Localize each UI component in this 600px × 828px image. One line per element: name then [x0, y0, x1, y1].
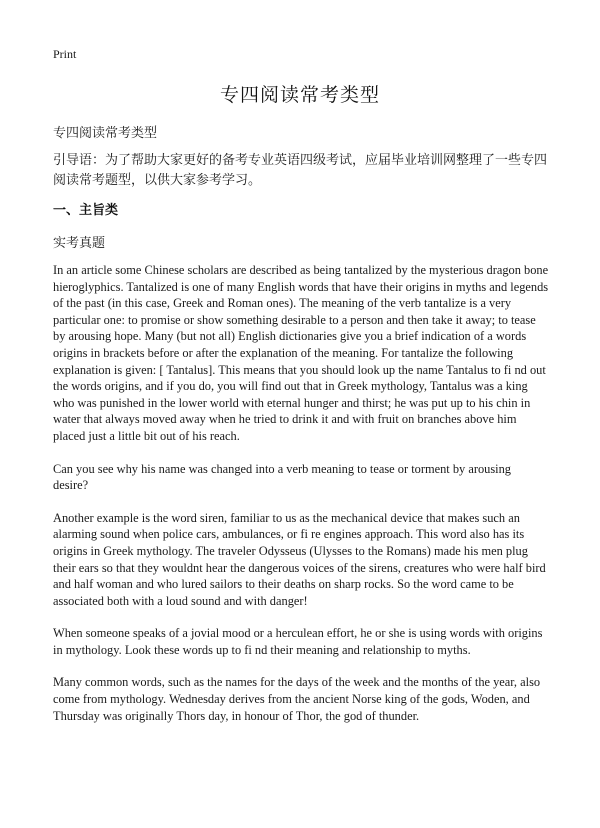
section-heading: 一、主旨类: [53, 203, 119, 218]
page-title: 专四阅读常考类型: [219, 84, 380, 106]
subheading: 实考真题: [53, 236, 106, 251]
article-body: [53, 262, 549, 740]
body-paragraph: When someone speaks of a jovial mood or a herculean effort, he or she is using words with origins in mythology. Look these words up to fi nd their meaning and relationship to myths.: [53, 626, 543, 657]
print-label[interactable]: Print: [53, 47, 77, 61]
body-paragraph: Another example is the word siren, familiar to us as the mechanical device that makes such an alarming sound when police cars, ambulances, or fi re engines approach. This word also has its origins in Greek mythology. The traveler Odysseus (Ulysses to the Romans) made his men plug their ears so that they wouldnt hear the dangerous voices of the sirens, creatures who were half bird and half woman and who lured sailors to their deaths on sharp rocks. So the word came to be associated both with a loud sound and with danger!: [53, 510, 546, 608]
body-paragraph: In an article some Chinese scholars are described as being tantalized by the mysterious dragon bone hieroglyphics. Tantalized is one of many English words that have their origins in myths and legends of the past (in this case, Greek and Roman ones). The meaning of the verb tantalize is a very particular one: to promise or show something desirable to a person and then take it away; to tease by arousing hope. Many (but not all) English dictionaries give you a brief indication of a words origins in brackets before or after the explanation of the meaning. For tantalize the following explanation is given: [ Tantalus]. This means that you should look up the name Tantalus to fi nd out the words origins, and if you do, you will find out that in Greek mythology, Tantalus was a king who was punished in the lower world with eternal hunger and thirst; he was put up to his chin in water that always moved away when he tried to drink it and with fruit on branches above him placed just a little bit out of his reach.: [53, 263, 549, 443]
body-paragraph: Can you see why his name was changed into a verb meaning to tease or torment by arousing desire?: [53, 461, 511, 493]
intro-paragraph: 引导语：为了帮助大家更好的备考专业英语四级考试，应届毕业培训网整理了一些专四阅读常考题型，以供大家参考学习。: [53, 153, 548, 188]
body-paragraph: Many common words, such as the names for the days of the week and the months of the year, also come from mythology. Wednesday derives from the ancient Norse king of the gods, Woden, and Thursday was originally Thors day, in honour of Thor, the god of thunder.: [53, 675, 541, 723]
subtitle: 专四阅读常考类型: [53, 126, 158, 141]
